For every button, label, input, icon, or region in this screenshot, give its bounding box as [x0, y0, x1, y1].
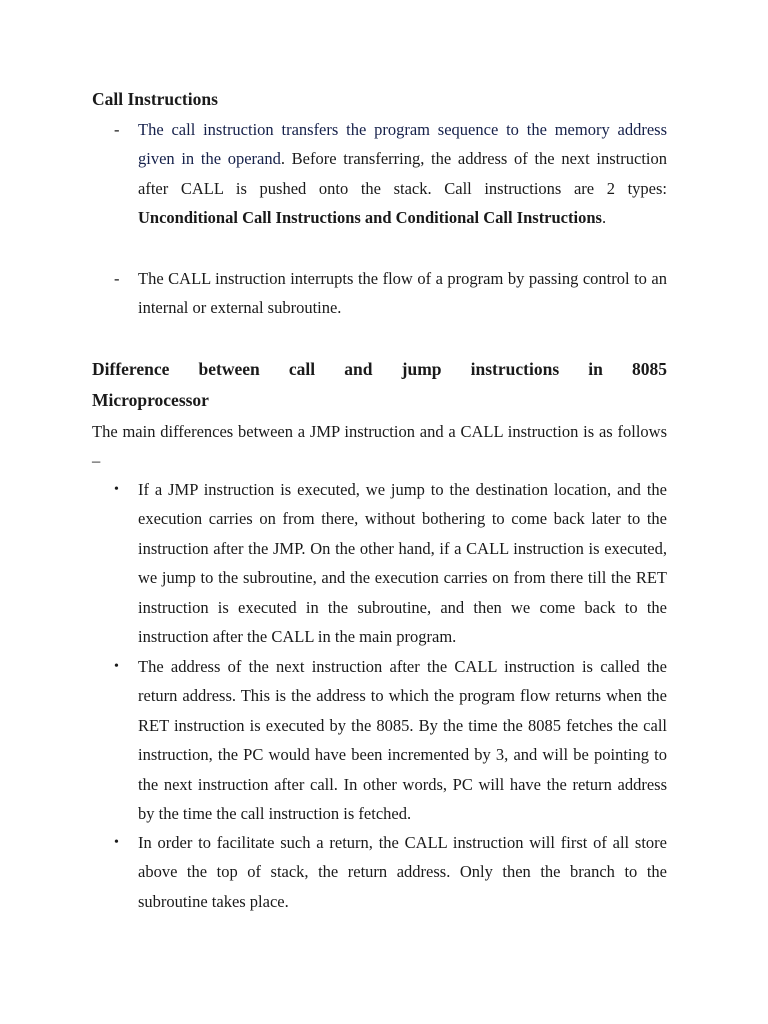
call-stack-text: . Before transferring, the address of the next instruction after CALL is pushed onto the stack. Call instructions are 2 types:: [138, 149, 667, 198]
difference-item-text: The address of the next instruction after the CALL instruction is called the return address. This is the address to which the program flow returns when the RET instruction is executed by the 8085. By the time the 8085 fetches the call instruction, the PC would have been incremented by 3, and will be pointing to the next instruction after call. In other words, PC will have the return address by the time the call instruction is fetched.: [138, 657, 667, 824]
call-item-text: The CALL instruction interrupts the flow of a program by passing control to an internal or external subroutine.: [138, 269, 667, 318]
difference-item-text: In order to facilitate such a return, the CALL instruction will first of all store above the top of stack, the return address. Only then the branch to the subroutine takes place.: [138, 833, 667, 911]
difference-heading-line1: Difference between call and jump instructions in 8085: [92, 359, 667, 379]
call-item-text: [138, 115, 667, 233]
difference-intro: The main differences between a JMP instruction and a CALL instruction is as follows –: [92, 422, 667, 471]
dash-marker: -: [114, 120, 120, 139]
dash-marker: -: [114, 269, 120, 288]
bullet-marker: •: [114, 482, 119, 497]
call-definition-text: The call instruction transfers the program sequence to the memory address given in the operand: [138, 120, 667, 169]
bullet-marker: •: [114, 659, 119, 674]
call-types-text: Unconditional Call Instructions and Conditional Call Instructions: [138, 208, 602, 228]
call-period: .: [601, 208, 607, 228]
difference-item-text: If a JMP instruction is executed, we jump to the destination location, and the execution carries on from there, without bothering to come back later to the instruction after the JMP. On the other hand, if a CALL instruction is executed, we jump to the subroutine, and the execution carries on from there till the RET instruction is executed in the subroutine, and then we come back to the instruction after the CALL in the main program.: [138, 480, 667, 647]
call-instructions-heading: Call Instructions: [92, 89, 218, 109]
bullet-marker: •: [114, 835, 119, 850]
difference-heading-line2: Microprocessor: [92, 390, 209, 410]
